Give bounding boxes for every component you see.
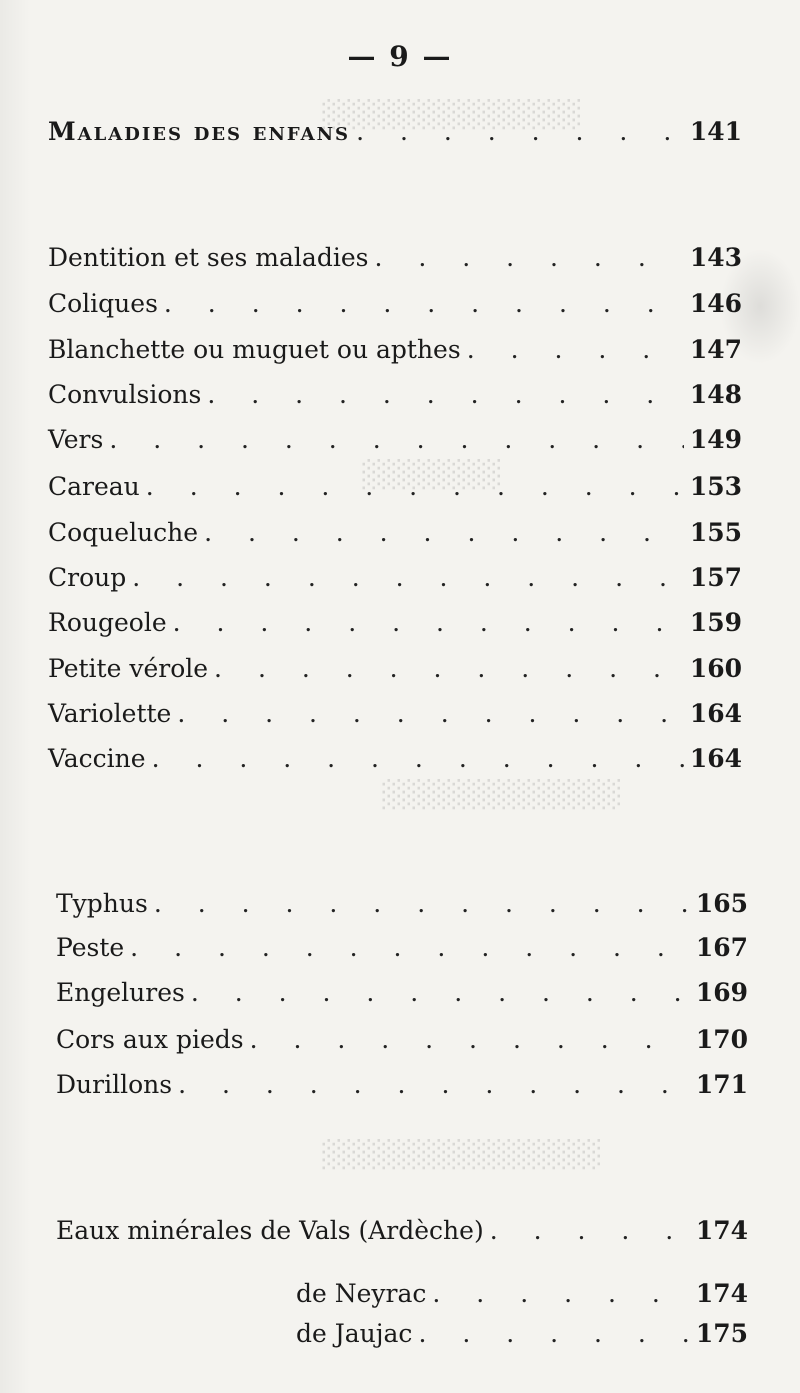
toc-entry-label: de Jaujac xyxy=(296,1319,413,1348)
dot-leader xyxy=(152,739,684,779)
toc-entry-page: 164 xyxy=(689,699,742,728)
toc-entry-label: de Neyrac xyxy=(296,1279,427,1308)
show-through-decoration: ░░░░░░░░░░░░░░ xyxy=(320,1140,600,1170)
dot-leader xyxy=(432,1274,689,1314)
toc-entry-page: 170 xyxy=(695,1025,748,1054)
toc-entry-label: Eaux minérales de Vals (Ardèche) xyxy=(56,1216,484,1245)
section-heading-page: 141 xyxy=(689,117,742,146)
dot-leader xyxy=(374,238,683,278)
toc-entry-label: Durillons xyxy=(56,1070,173,1099)
dot-leader xyxy=(130,928,690,968)
toc-entry-label: Rougeole xyxy=(48,608,167,637)
toc-entry-page: 174 xyxy=(695,1216,748,1245)
show-through-decoration: ░░░░░░░░░░░░░ xyxy=(320,100,580,130)
toc-entry-label: Convulsions xyxy=(48,380,202,409)
toc-entry-page: 169 xyxy=(695,978,748,1007)
section-heading-label: Maladies des enfans xyxy=(48,117,351,146)
dot-leader xyxy=(177,694,683,734)
dot-leader xyxy=(356,112,684,152)
toc-entry xyxy=(48,558,742,598)
page-number: — 9 — xyxy=(347,40,453,73)
toc-entry xyxy=(48,649,742,689)
toc-entry xyxy=(56,1065,748,1105)
toc-entry-page: 153 xyxy=(689,472,742,501)
dot-leader xyxy=(250,1020,690,1060)
toc-entry xyxy=(48,513,742,553)
toc-entry-page: 157 xyxy=(689,563,742,592)
toc-entry xyxy=(48,330,742,370)
toc-entry-label: Croup xyxy=(48,563,127,592)
toc-entry-label: Variolette xyxy=(48,699,172,728)
toc-entry-page: 175 xyxy=(695,1319,748,1348)
toc-entry-page: 146 xyxy=(689,289,742,318)
toc-entry xyxy=(56,1211,748,1251)
toc-entry-page: 160 xyxy=(689,654,742,683)
dot-leader xyxy=(109,420,683,460)
dot-leader xyxy=(204,513,684,553)
toc-entry xyxy=(48,739,742,779)
toc-subentry xyxy=(296,1314,748,1354)
toc-subentry xyxy=(296,1274,748,1314)
toc-entry-label: Coqueluche xyxy=(48,518,199,547)
toc-entry-page: 164 xyxy=(689,744,742,773)
toc-entry-label: Coliques xyxy=(48,289,158,318)
dot-leader xyxy=(207,375,684,415)
toc-entry-page: 167 xyxy=(695,933,748,962)
toc-entry-label: Typhus xyxy=(56,889,148,918)
toc-entry xyxy=(56,884,748,924)
toc-entry-page: 147 xyxy=(689,335,742,364)
toc-entry-label: Petite vérole xyxy=(48,654,209,683)
toc-entry xyxy=(56,1020,748,1060)
toc-entry-label: Cors aux pieds xyxy=(56,1025,244,1054)
toc-entry-page: 159 xyxy=(689,608,742,637)
toc-entry xyxy=(48,284,742,324)
show-through-decoration: ░░░░░░░ xyxy=(360,460,500,490)
toc-entry-page: 155 xyxy=(689,518,742,547)
toc-entry xyxy=(56,973,748,1013)
toc-entry xyxy=(48,420,742,460)
toc-entry-label: Careau xyxy=(48,472,140,501)
dot-leader xyxy=(490,1211,690,1251)
toc-entry xyxy=(48,375,742,415)
toc-entry-page: 174 xyxy=(695,1279,748,1308)
dot-leader xyxy=(178,1065,690,1105)
toc-entry xyxy=(56,928,748,968)
dot-leader xyxy=(467,330,684,370)
dot-leader xyxy=(154,884,690,924)
toc-entry-page: 171 xyxy=(695,1070,748,1099)
toc-entry-page: 143 xyxy=(689,243,742,272)
toc-entry xyxy=(48,238,742,278)
toc-entry-label: Vers xyxy=(48,425,104,454)
toc-entry-page: 149 xyxy=(689,425,742,454)
toc-entry-page: 148 xyxy=(689,380,742,409)
toc-entry-label: Blanchette ou muguet ou apthes xyxy=(48,335,461,364)
dot-leader xyxy=(214,649,684,689)
toc-entry xyxy=(48,467,742,507)
dot-leader xyxy=(132,558,684,598)
dot-leader xyxy=(173,603,684,643)
section-heading xyxy=(48,112,742,152)
toc-entry xyxy=(48,603,742,643)
toc-entry-label: Engelures xyxy=(56,978,185,1007)
toc-entry-page: 165 xyxy=(695,889,748,918)
dot-leader xyxy=(146,467,684,507)
dot-leader xyxy=(418,1314,689,1354)
dot-leader xyxy=(191,973,690,1013)
dot-leader xyxy=(164,284,684,324)
toc-entry-label: Peste xyxy=(56,933,125,962)
show-through-decoration: ░░░░░░░░░░░░ xyxy=(380,780,620,810)
toc-entry xyxy=(48,694,742,734)
toc-entry-label: Vaccine xyxy=(48,744,146,773)
toc-entry-label: Dentition et ses maladies xyxy=(48,243,369,272)
